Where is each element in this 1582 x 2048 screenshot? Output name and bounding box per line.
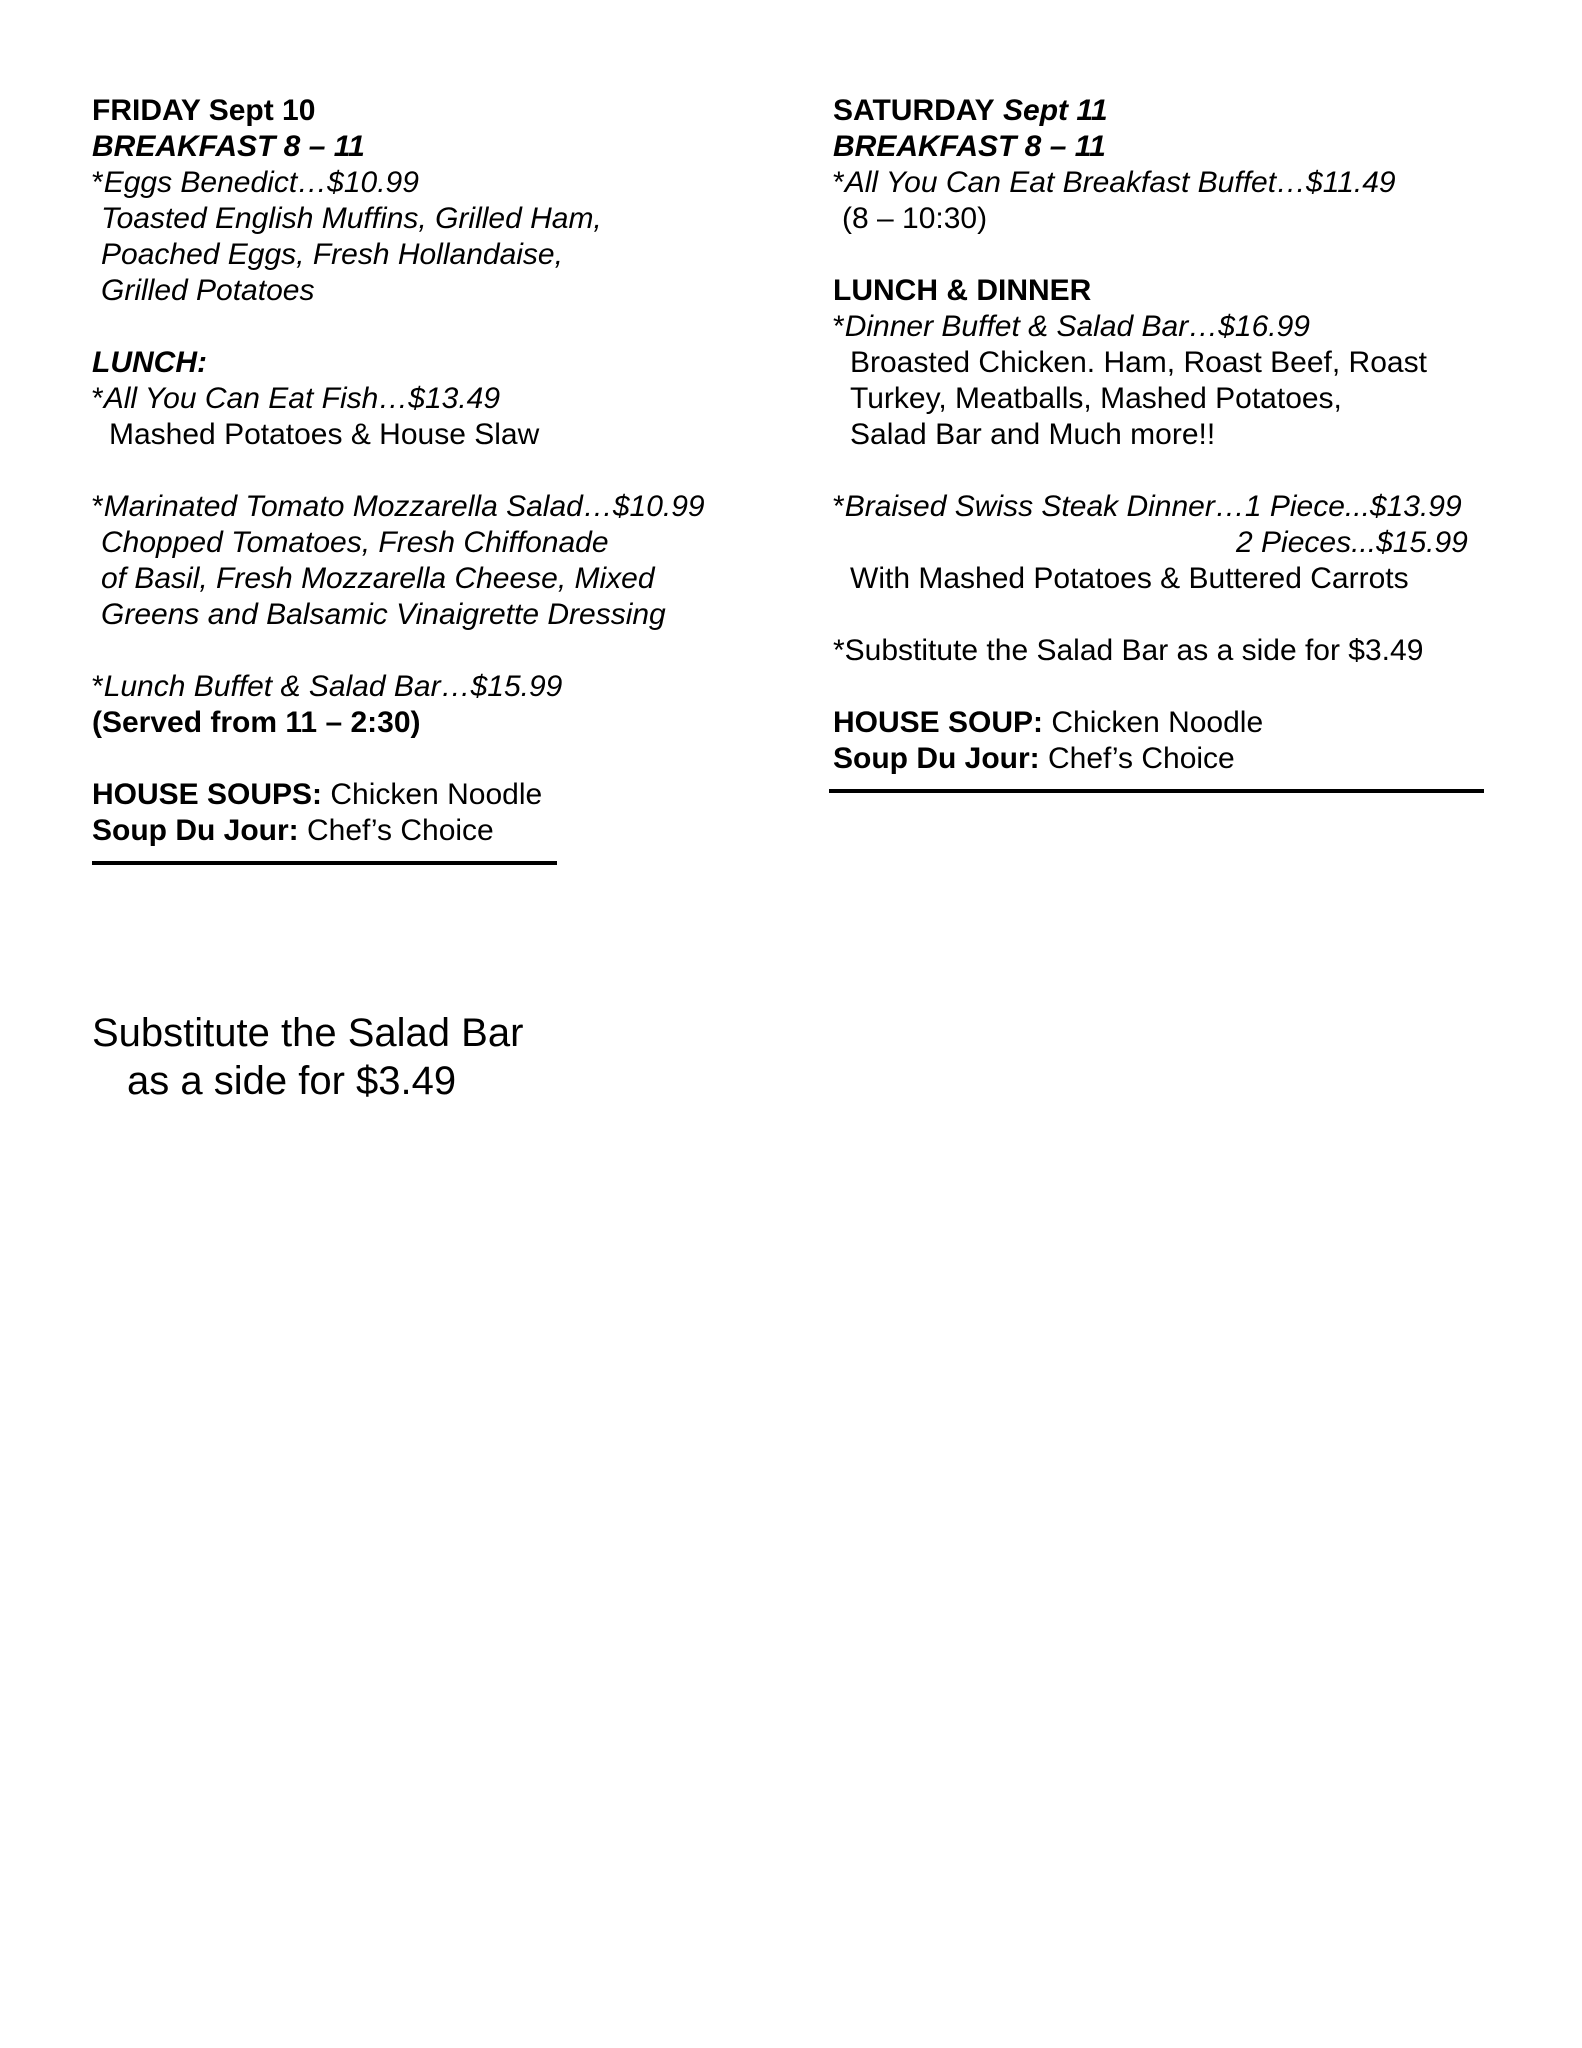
section-divider	[829, 789, 1484, 793]
item-description-line: Greens and Balsamic Vinaigrette Dressing	[101, 598, 666, 631]
item-title: Braised Swiss Steak Dinner…1 Piece...$13.99	[844, 490, 1462, 523]
friday-lunch-heading: LUNCH:	[92, 346, 207, 379]
item-description-line: Poached Eggs, Fresh Hollandaise,	[101, 238, 563, 271]
item-star: *	[833, 490, 845, 523]
item-description-line: Grilled Potatoes	[101, 274, 315, 307]
house-soup	[833, 705, 1533, 741]
day-name: SATURDAY	[833, 94, 995, 127]
section-divider	[92, 861, 557, 865]
friday-breakfast-heading: BREAKFAST 8 – 11	[92, 130, 365, 163]
menu-item-eggs-benedict	[92, 165, 812, 201]
soup-label: HOUSE SOUPS:	[92, 778, 323, 811]
item-description-line: Toasted English Muffins, Grilled Ham,	[101, 202, 602, 235]
soup-value: Chicken Noodle	[1043, 706, 1264, 739]
item-star: *	[833, 310, 845, 343]
item-description-line: With Mashed Potatoes & Buttered Carrots	[850, 562, 1409, 595]
friday-column	[92, 93, 812, 865]
soup-label: Soup Du Jour:	[833, 742, 1040, 775]
saturday-day-label	[833, 93, 1533, 129]
item-description-line: Chopped Tomatoes, Fresh Chiffonade	[101, 526, 609, 559]
soup-du-jour	[833, 741, 1533, 777]
item-title: All You Can Eat Breakfast Buffet…$11.49	[844, 166, 1396, 199]
soup-value: Chicken Noodle	[322, 778, 543, 811]
house-soups	[92, 777, 812, 813]
menu-item-dinner-buffet	[833, 309, 1533, 345]
item-title: Marinated Tomato Mozzarella Salad…$10.99	[103, 490, 705, 523]
item-star: *	[92, 166, 104, 199]
friday-day-label: FRIDAY Sept 10	[92, 94, 316, 127]
banner-line-2: as a side for $3.49	[127, 1059, 457, 1103]
soup-du-jour	[92, 813, 812, 849]
menu-item-breakfast-buffet	[833, 165, 1533, 201]
item-description-line: Broasted Chicken. Ham, Roast Beef, Roast	[850, 346, 1427, 379]
item-star: *	[92, 490, 104, 523]
menu-item-swiss-steak	[833, 489, 1533, 525]
menu-item-all-you-can-eat-fish	[92, 381, 812, 417]
breakfast-buffet-hours: (8 – 10:30)	[842, 202, 988, 235]
saturday-column	[833, 93, 1533, 793]
item-title: Lunch Buffet & Salad Bar…$15.99	[103, 670, 563, 703]
soup-value: Chef’s Choice	[298, 814, 494, 847]
item-description-line: Turkey, Meatballs, Mashed Potatoes,	[850, 382, 1342, 415]
item-star: *	[92, 382, 104, 415]
banner-line-1: Substitute the Salad Bar	[92, 1011, 524, 1055]
item-description-line: Salad Bar and Much more!!	[850, 418, 1216, 451]
soup-label: HOUSE SOUP:	[833, 706, 1044, 739]
swiss-steak-second-price: 2 Pieces...$15.99	[1236, 526, 1468, 559]
day-date: Sept 11	[994, 94, 1108, 127]
item-title: Dinner Buffet & Salad Bar…$16.99	[844, 310, 1310, 343]
item-description-line: Mashed Potatoes & House Slaw	[109, 418, 540, 451]
saturday-breakfast-heading: BREAKFAST 8 – 11	[833, 130, 1106, 163]
item-title: Eggs Benedict…$10.99	[103, 166, 419, 199]
item-star: *	[833, 166, 845, 199]
lunch-buffet-hours: (Served from 11 – 2:30)	[92, 706, 421, 739]
item-star: *	[92, 670, 104, 703]
salad-bar-substitute-note: *Substitute the Salad Bar as a side for $3.49	[833, 634, 1424, 667]
menu-item-tomato-mozzarella-salad	[92, 489, 812, 525]
salad-bar-substitute-banner	[92, 1009, 523, 1105]
soup-value: Chef’s Choice	[1039, 742, 1235, 775]
saturday-lunch-dinner-heading: LUNCH & DINNER	[833, 274, 1092, 307]
item-title: All You Can Eat Fish…$13.49	[103, 382, 501, 415]
soup-label: Soup Du Jour:	[92, 814, 299, 847]
menu-item-lunch-buffet	[92, 669, 812, 705]
item-description-line: of Basil, Fresh Mozzarella Cheese, Mixed	[101, 562, 655, 595]
